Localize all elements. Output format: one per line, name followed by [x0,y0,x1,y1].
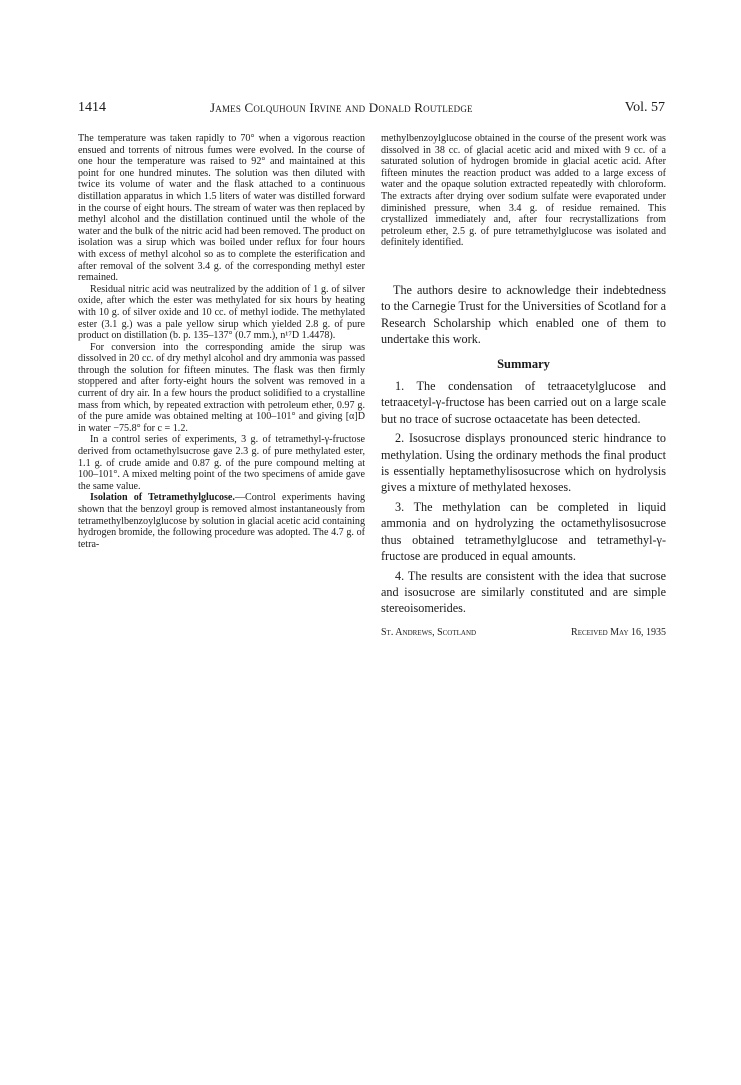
article-footer [381,625,666,641]
summary-item-4: 4. The results are consistent with the idea that sucrose and isosucrose are similarly constituted and are simple stereoisomerides. [381,568,666,616]
author-routledge: Donald Routledge [368,100,473,115]
author-irvine: James Colquhoun Irvine [210,100,342,115]
right-column-top [381,133,666,249]
running-header-authors [210,100,473,116]
isolation-body: —Control experiments having shown that the benzoyl group is removed almost instantaneously from tetramethylbenzoylglucose by solution in glacial acetic acid containing hydrogen bromide, the following procedure was adopted. The 4.7 g. of tetra- [78,492,365,550]
summary-item-2: 2. Isosucrose displays pronounced steric hindrance to methylation. Using the ordinary methods the final product is essentially heptamethylisosucrose which on hydrolysis gives a mixture of methylated hexoses. [381,431,666,495]
summary-item-1: 1. The condensation of tetraacetylglucose and tetraacetyl-γ-fructose has been carried out on a large scale but no trace of sucrose octaacetate has been detected. [381,379,666,426]
volume-number: Vol. 57 [624,100,665,115]
paragraph-amide: For conversion into the corresponding amide the sirup was dissolved in 20 cc. of dry methyl alcohol and dry ammonia was passed through the solution for fifteen minutes. The flask was then firmly stoppered and after forty-eight hours the solvent was removed in a current of dry air. In a few hours the product solidified to a crystalline mass from which, by repeated extraction with petroleum ether, 0.97 g. of the pure amide was obtained melting at 100–101° and giving [α]D in water −75.8° for c = 1.2. [78,341,365,434]
right-column-bottom [381,282,666,641]
footer-location: St. Andrews, Scotland [381,626,477,638]
isolation-heading: Isolation of Tetramethylglucose. [90,492,235,504]
left-column [78,133,365,550]
page-number: 1414 [78,100,106,115]
paragraph-control: In a control series of experiments, 3 g. of tetramethyl-γ-fructose derived from octamethylsucrose gave 2.3 g. of pure methylated ester, 1.1 g. of crude amide and 0.87 g. of the pure compound melting at 100–101°. A mixed melting point of the two specimens of amide gave the same value. [78,434,365,492]
summary-item-3: 3. The methylation can be completed in liquid ammonia and on hydrolyzing the octamethylisosucrose thus obtained tetramethylglucose and tetramethyl-γ-fructose are produced in equal amounts. [381,499,666,564]
acknowledgment: The authors desire to acknowledge their indebtedness to the Carnegie Trust for the Universities of Scotland for a Research Scholarship which enabled one of them to undertake this work. [381,283,666,347]
paragraph-methylation: Residual nitric acid was neutralized by the addition of 1 g. of silver oxide, after which the ester was methylated for six hours by heating with 10 g. of silver oxide and 10 cc. of methyl iodide. The methylated ester (3.1 g.) was a pale yellow sirup which yielded 2.8 g. of pure product on distillation (b. p. 135–137° (0.7 mm.), n¹⁷D 1.4478). [78,283,365,342]
paragraph-oxidation: The temperature was taken rapidly to 70° when a vigorous reaction ensued and torrents of nitrous fumes were evolved. In the course of one hour the temperature was raised to 92° and maintained at this point for one hundred minutes. The solution was then diluted with twice its volume of water and the flask attached to a continuous distillation apparatus in which 1.5 liters of water was distilled forward in the course of eight hours. The stream of water was then replaced by methyl alcohol and the distillation continued until the whole of the water and the bulk of the nitric acid had been removed. The product on isolation was a sirup which was boiled under reflux for four hours with excess of methyl alcohol so as to complete the esterification and after removal of the solvent 3.4 g. of the corresponding methyl ester remained. [78,133,365,284]
footer-received: Received May 16, 1935 [571,626,666,638]
summary-heading: Summary [497,356,550,371]
authors-conjunction: and [341,100,369,115]
paragraph-isolation [78,492,365,550]
paragraph-continuation: methylbenzoylglucose obtained in the course of the present work was dissolved in 38 cc. of glacial acetic acid and mixed with 9 cc. of a saturated solution of hydrogen bromide in glacial acetic acid. After fifteen minutes the reaction product was added to a large excess of water and the opaque solution extracted repeatedly with chloroform. The extracts after drying over sodium sulfate were evaporated under diminished pressure, when 3.4 g. of residue remained. This crystallized immediately and, after four recrystallizations from petroleum ether, 2.5 g. of pure tetramethylglucose was isolated and definitely identified. [381,133,666,249]
